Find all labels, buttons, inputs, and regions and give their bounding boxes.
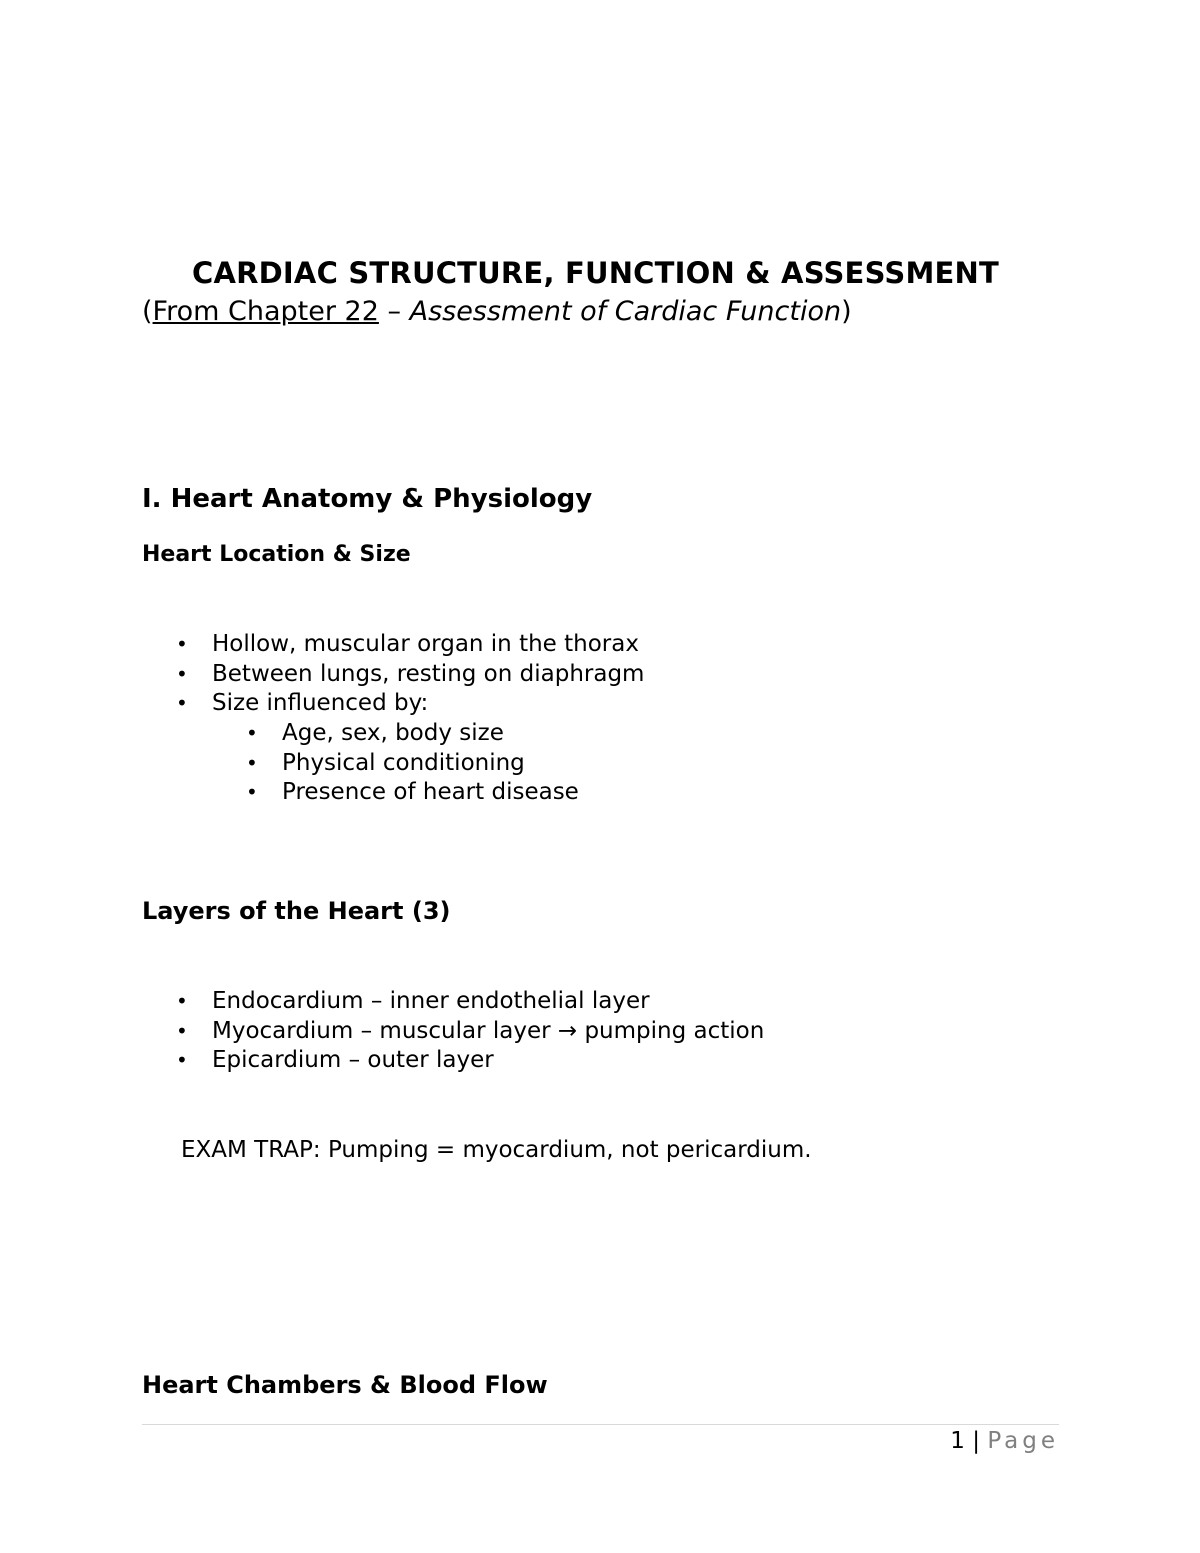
list-item-text: Epicardium – outer layer (212, 1047, 494, 1074)
page-footer (950, 1428, 1059, 1454)
section-heading-anatomy: I. Heart Anatomy & Physiology (142, 484, 593, 514)
document-subtitle (142, 296, 852, 327)
layers-list (176, 987, 765, 1076)
subtitle-chapter: From Chapter 22 (152, 296, 379, 327)
footer-divider (142, 1424, 1059, 1425)
size-factors-sublist (246, 719, 579, 808)
list-item (176, 630, 644, 660)
bullet-icon: • (246, 721, 258, 745)
exam-trap-note: EXAM TRAP: Pumping = myocardium, not pericardium. (181, 1137, 812, 1163)
subtitle-open-paren: ( (142, 296, 153, 327)
bullet-icon: • (176, 691, 188, 716)
list-item (176, 689, 644, 719)
list-item-text: Between lungs, resting on diaphragm (212, 660, 645, 687)
list-item (246, 719, 579, 749)
list-item-text: Size influenced by: (212, 690, 429, 717)
list-item-text: Presence of heart disease (282, 779, 579, 806)
list-item-text: Endocardium – inner endothelial layer (212, 988, 650, 1014)
page-number: 1 (950, 1428, 965, 1454)
page-label: Page (987, 1428, 1059, 1454)
list-item (176, 1046, 764, 1076)
list-item (176, 987, 764, 1017)
footer-separator: | (972, 1428, 980, 1454)
list-item-text: Myocardium – muscular layer → pumping action (212, 1017, 765, 1044)
subheading-location-size: Heart Location & Size (142, 542, 411, 567)
list-item (246, 778, 579, 808)
bullet-icon: • (176, 1048, 188, 1073)
bullet-icon: • (176, 661, 188, 686)
subtitle-dash: – (378, 296, 410, 327)
bullet-icon: • (246, 780, 258, 805)
subtitle-close-paren: ) (841, 296, 852, 327)
bullet-icon: • (176, 1018, 188, 1043)
subheading-layers: Layers of the Heart (3) (142, 897, 451, 925)
list-item-text: Hollow, muscular organ in the thorax (212, 631, 639, 657)
subheading-chambers: Heart Chambers & Blood Flow (142, 1371, 548, 1399)
bullet-icon: • (176, 632, 188, 656)
list-item (246, 749, 579, 779)
bullet-icon: • (246, 750, 258, 775)
bullet-icon: • (176, 989, 188, 1013)
location-list (176, 630, 645, 719)
list-item (176, 1017, 765, 1047)
list-item-text: Age, sex, body size (282, 720, 504, 746)
subtitle-book-title: Assessment of Cardiac Function (409, 296, 842, 327)
list-item (176, 660, 645, 690)
list-item-text: Physical conditioning (282, 749, 525, 776)
document-title: CARDIAC STRUCTURE, FUNCTION & ASSESSMENT (192, 256, 999, 290)
